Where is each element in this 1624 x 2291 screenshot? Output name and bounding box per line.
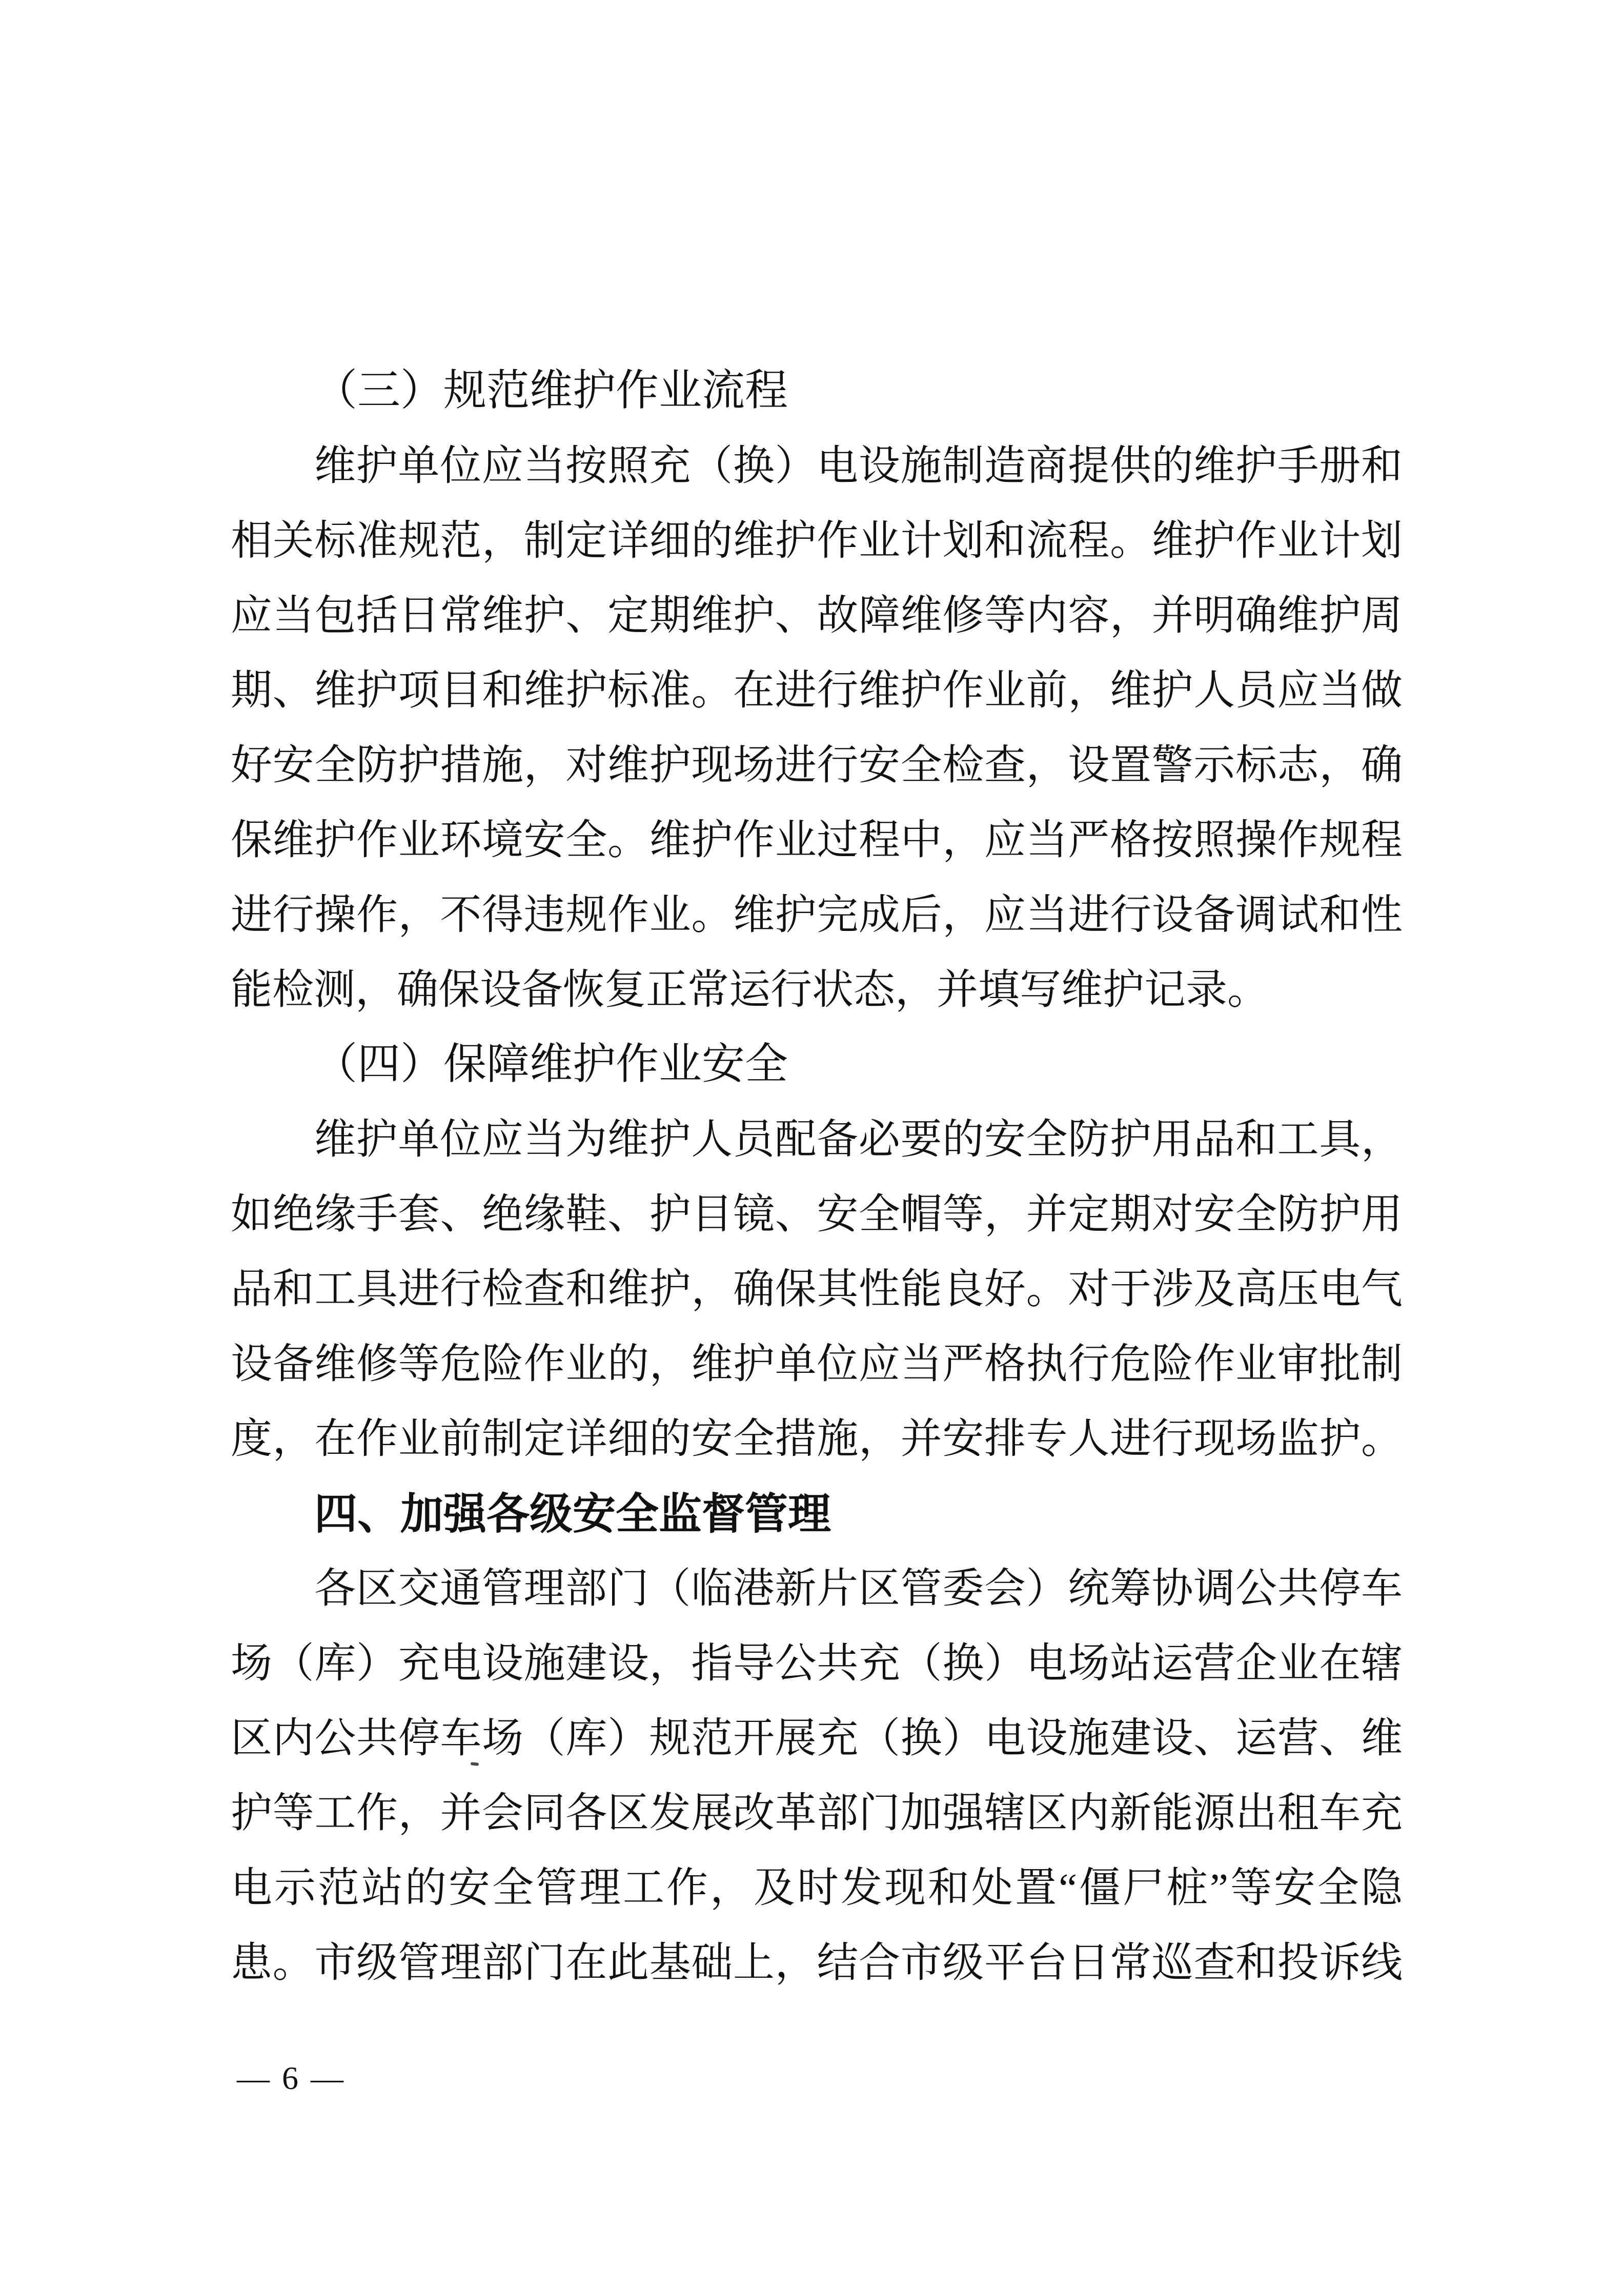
text-line: 各区交通管理部门（临港新片区管委会）统筹协调公共停车: [314, 1566, 1403, 1612]
text-line: 场（库）充电设施建设，指导公共充（换）电场站运营企业在辖: [231, 1640, 1403, 1687]
text-line: 进行操作，不得违规作业。维护完成后，应当进行设备调试和性: [231, 892, 1403, 938]
section-heading-kai: （四）保障维护作业安全: [314, 1041, 788, 1088]
text-line: 如绝缘手套、绝缘鞋、护目镜、安全帽等，并定期对安全防护用: [231, 1191, 1403, 1238]
page-number: — 6 —: [237, 2060, 346, 2096]
text-line: 好安全防护措施，对维护现场进行安全检查，设置警示标志，确: [231, 742, 1403, 788]
text-line: 保维护作业环境安全。维护作业过程中，应当严格按照操作规程: [231, 817, 1403, 863]
document-body: [231, 354, 1403, 2000]
text-line: 区内公共停车场（库）规范开展充（换）电设施建设、运营、维: [231, 1715, 1403, 1761]
text-line: 期、维护项目和维护标准。在进行维护作业前，维护人员应当做: [231, 667, 1403, 714]
text-line: 维护单位应当按照充（换）电设施制造商提供的维护手册和: [314, 443, 1403, 489]
section-heading-kai: （三）规范维护作业流程: [314, 367, 788, 415]
text-line: 能检测，确保设备恢复正常运行状态，并填写维护记录。: [231, 967, 1269, 1013]
text-line: 护等工作，并会同各区发展改革部门加强辖区内新能源出租车充: [231, 1790, 1403, 1836]
text-line: 患。市级管理部门在此基础上，结合市级平台日常巡查和投诉线: [231, 1940, 1403, 1986]
text-line: 度，在作业前制定详细的安全措施，并安排专人进行现场监护。: [231, 1416, 1403, 1462]
text-line: 相关标准规范，制定详细的维护作业计划和流程。维护作业计划: [231, 518, 1403, 564]
text-line: 品和工具进行检查和维护，确保其性能良好。对于涉及高压电气: [231, 1266, 1403, 1312]
text-line: 设备维修等危险作业的，维护单位应当严格执行危险作业审批制: [231, 1341, 1403, 1387]
text-line: 电示范站的安全管理工作，及时发现和处置“僵尸桩”等安全隐: [231, 1865, 1403, 1911]
text-line: 应当包括日常维护、定期维护、故障维修等内容，并明确维护周: [231, 593, 1403, 639]
section-heading-bold: 四、加强各级安全监督管理: [314, 1490, 831, 1538]
text-line: 维护单位应当为维护人员配备必要的安全防护用品和工具，: [314, 1117, 1403, 1163]
